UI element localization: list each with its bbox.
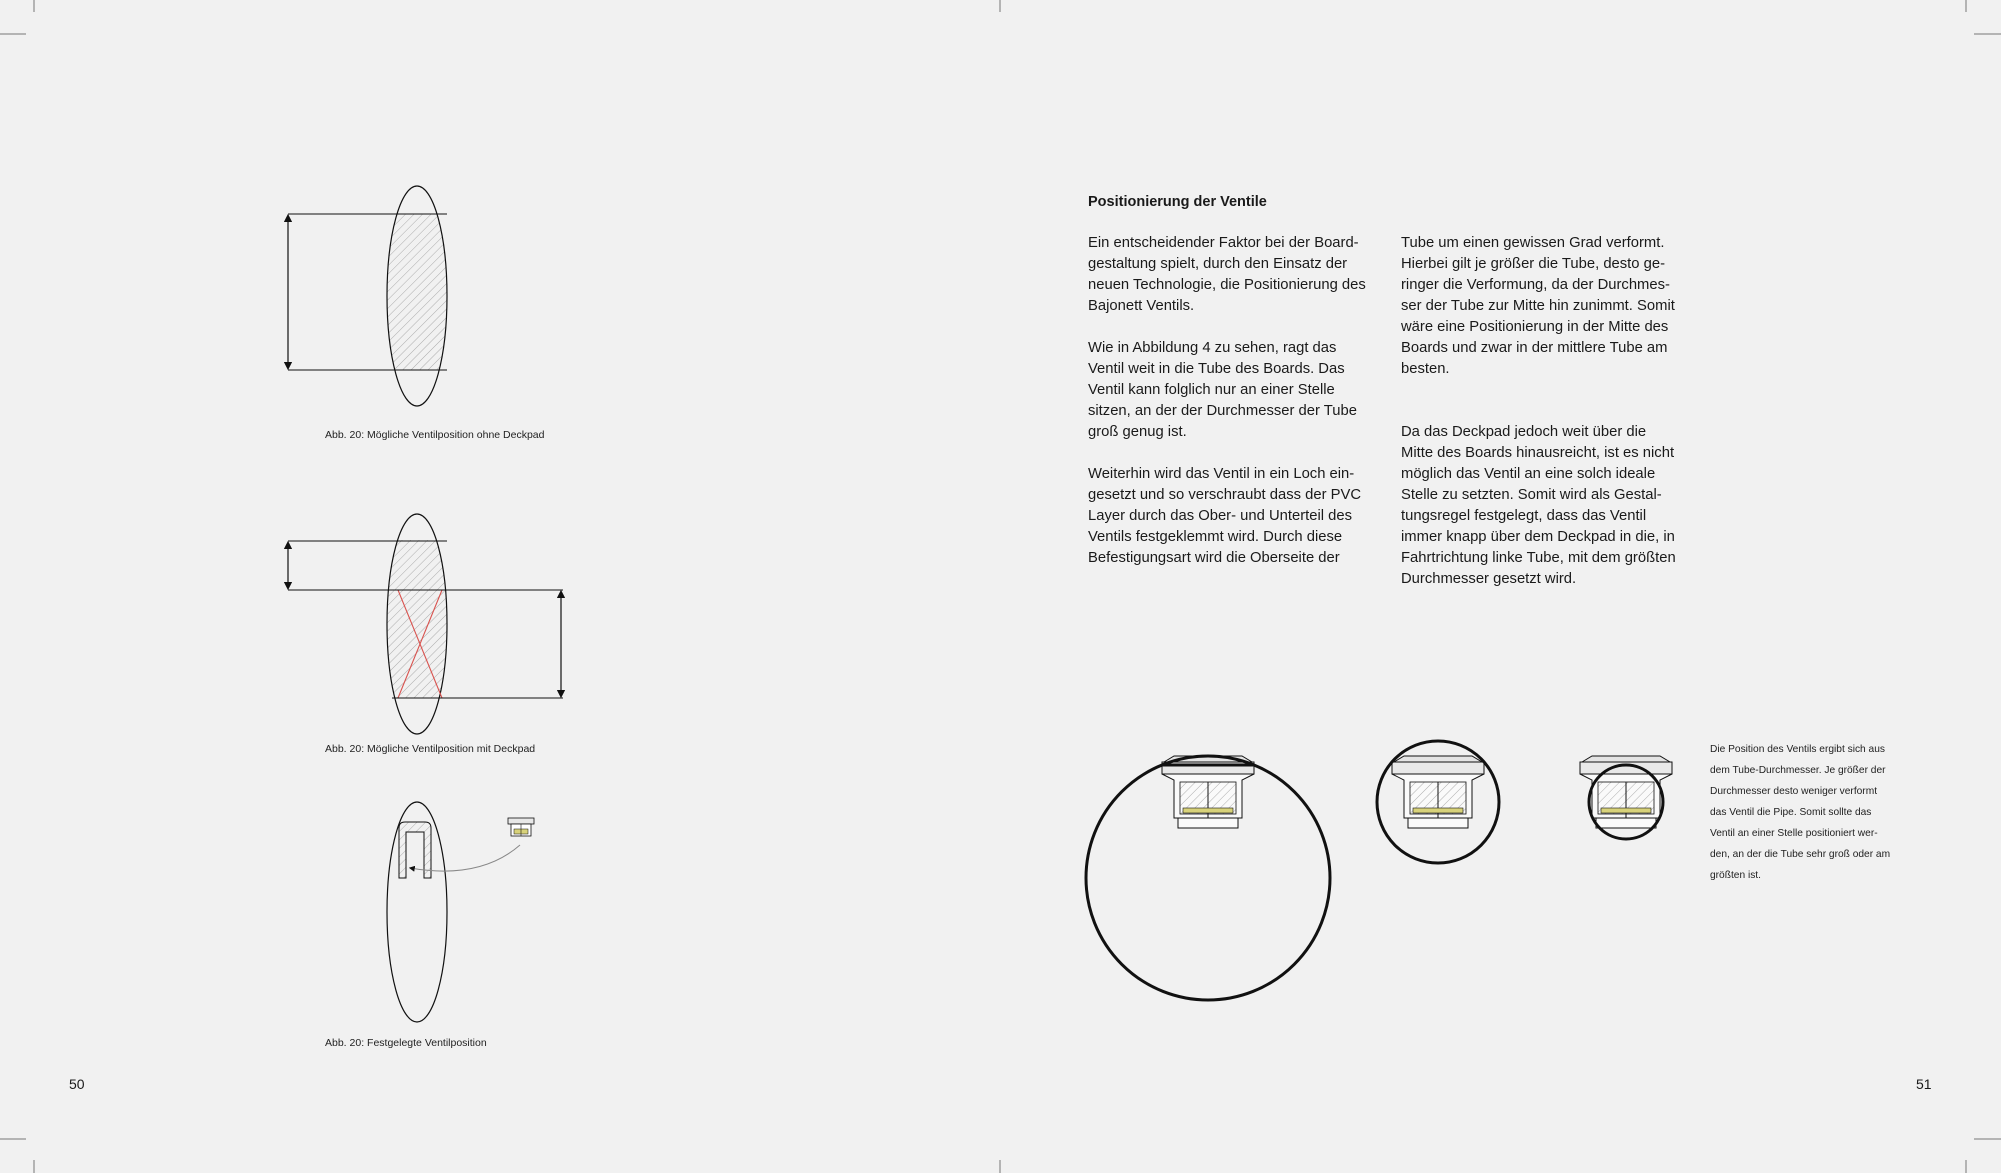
text-line: Befestigungsart wird die Oberseite der (1088, 550, 1340, 566)
caption-festgelegt: Abb. 20: Festgelegte Ventilposition (325, 1037, 487, 1049)
text-line: neuen Technologie, die Positionierung des (1088, 277, 1366, 293)
text-line: gestaltung spielt, durch den Einsatz der (1088, 256, 1348, 272)
text-line: möglich das Ventil an eine solch ideale (1401, 466, 1656, 482)
text-line: Ventil weit in die Tube des Boards. Das (1088, 361, 1345, 377)
col1-paragraph-1 (1088, 233, 1366, 317)
text-line: Weiterhin wird das Ventil in ein Loch ein- (1088, 466, 1355, 482)
text-line: Mitte des Boards hinausreicht, ist es nicht (1401, 445, 1675, 461)
text-line: Fahrtrichtung linke Tube, mit dem größten (1401, 550, 1676, 566)
text-line: Layer durch das Ober- und Unterteil des (1088, 508, 1353, 524)
text-line: Boards und zwar in der mittlere Tube am (1401, 340, 1668, 356)
page-number-right: 51 (1916, 1076, 1932, 1092)
text-line: dem Tube-Durchmesser. Je größer der (1710, 765, 1886, 776)
figure-ohne-deckpad (288, 186, 449, 406)
text-line: Durchmesser gesetzt wird. (1401, 571, 1577, 587)
section-heading: Positionierung der Ventile (1088, 194, 1267, 210)
col2-paragraph-1 (1401, 233, 1675, 380)
col2-paragraph-2 (1401, 422, 1676, 590)
caption-ohne-deckpad: Abb. 20: Mögliche Ventilposition ohne Deckpad (325, 429, 545, 441)
text-line: Bajonett Ventils. (1088, 298, 1195, 314)
text-line: Durchmesser desto weniger verformt (1710, 786, 1878, 797)
text-line: ser der Tube zur Mitte hin zunimmt. Somit (1401, 298, 1675, 314)
text-line: Da das Deckpad jedoch weit über die (1401, 424, 1647, 440)
text-line: Hierbei gilt je größer die Tube, desto ge- (1401, 256, 1666, 272)
valve-small-tube (1580, 756, 1672, 839)
valve-large-tube (1086, 756, 1330, 1000)
text-line: Ventil an einer Stelle positioniert wer- (1710, 828, 1878, 839)
col1-paragraph-2 (1088, 338, 1357, 443)
caption-mit-deckpad: Abb. 20: Mögliche Ventilposition mit Deckpad (325, 743, 536, 755)
valve-mini-icon (508, 818, 534, 836)
text-line: Wie in Abbildung 4 zu sehen, ragt das (1088, 340, 1337, 356)
figure-festgelegt (387, 802, 534, 1022)
col1-paragraph-3 (1088, 464, 1361, 569)
tube-diameter-figures (1086, 741, 1672, 1000)
text-line: groß genug ist. (1088, 424, 1187, 440)
valve-medium-tube (1377, 741, 1499, 863)
figure-mit-deckpad (288, 514, 563, 734)
figure-sidenote (1710, 739, 1890, 886)
text-line: Ein entscheidender Faktor bei der Board- (1088, 235, 1359, 251)
text-line: Stelle zu setzten. Somit wird als Gestal- (1401, 487, 1662, 503)
text-line: immer knapp über dem Deckpad in die, in (1401, 529, 1675, 545)
text-line: Tube um einen gewissen Grad verformt. (1401, 235, 1665, 251)
text-line: Ventils festgeklemmt wird. Durch diese (1088, 529, 1343, 545)
text-line: tungsregel festgelegt, dass das Ventil (1401, 508, 1647, 524)
text-line: wäre eine Positionierung in der Mitte des (1401, 319, 1669, 335)
text-line: ringer die Verformung, da der Durchmes- (1401, 277, 1670, 293)
text-line: größten ist. (1710, 870, 1761, 881)
text-line: Ventil kann folglich nur an einer Stelle (1088, 382, 1335, 398)
text-line: den, an der die Tube sehr groß oder am (1710, 849, 1891, 860)
text-line: besten. (1401, 361, 1450, 377)
page-number-left: 50 (69, 1076, 85, 1092)
text-line: Die Position des Ventils ergibt sich aus (1710, 744, 1885, 755)
text-line: gesetzt und so verschraubt dass der PVC (1088, 487, 1362, 503)
text-line: sitzen, an der der Durchmesser der Tube (1088, 403, 1357, 419)
text-line: das Ventil die Pipe. Somit sollte das (1710, 807, 1872, 818)
